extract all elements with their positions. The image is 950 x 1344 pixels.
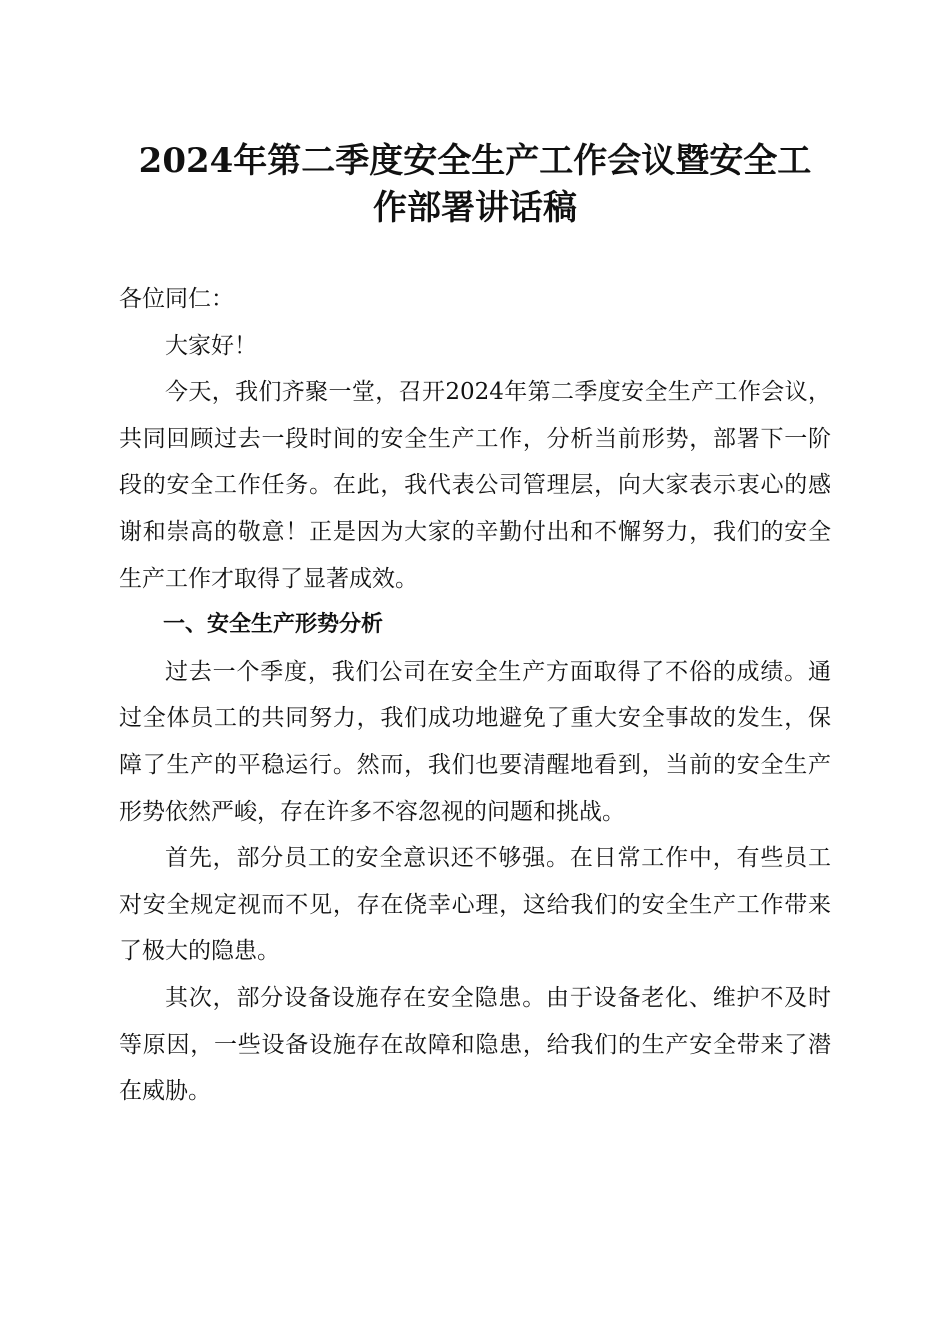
- document-title-line-2: 作部署讲话稿: [373, 188, 577, 228]
- greeting: 大家好！: [165, 332, 257, 359]
- paragraph: 首先，部分员工的安全意识还不够强。在日常工作中，有些员工对安全规定视而不见，存在侥幸心理，这给我们的安全生产工作带来了极大的隐患。: [119, 845, 831, 965]
- intro-paragraph: 今天，我们齐聚一堂，召开2024年第二季度安全生产工作会议，共同回顾过去一段时间的安全生产工作，分析当前形势，部署下一阶段的安全工作任务。在此，我代表公司管理层，向大家表示衷心的感谢和崇高的敬意！正是因为大家的辛勤付出和不懈努力，我们的安全生产工作才取得了显著成效。: [119, 379, 831, 592]
- document-title-line-1: 2024年第二季度安全生产工作会议暨安全工: [138, 141, 812, 181]
- paragraph: 过去一个季度，我们公司在安全生产方面取得了不俗的成绩。通过全体员工的共同努力，我们成功地避免了重大安全事故的发生，保障了生产的平稳运行。然而，我们也要清醒地看到，当前的安全生产形势依然严峻，存在许多不容忽视的问题和挑战。: [119, 658, 831, 825]
- document-body: [119, 276, 831, 1115]
- salutation: 各位同仁：: [119, 286, 234, 312]
- section-heading: 一、安全生产形势分析: [163, 612, 384, 638]
- paragraph: 其次，部分设备设施存在安全隐患。由于设备老化、维护不及时等原因，一些设备设施存在故障和隐患，给我们的生产安全带来了潜在威胁。: [119, 984, 831, 1105]
